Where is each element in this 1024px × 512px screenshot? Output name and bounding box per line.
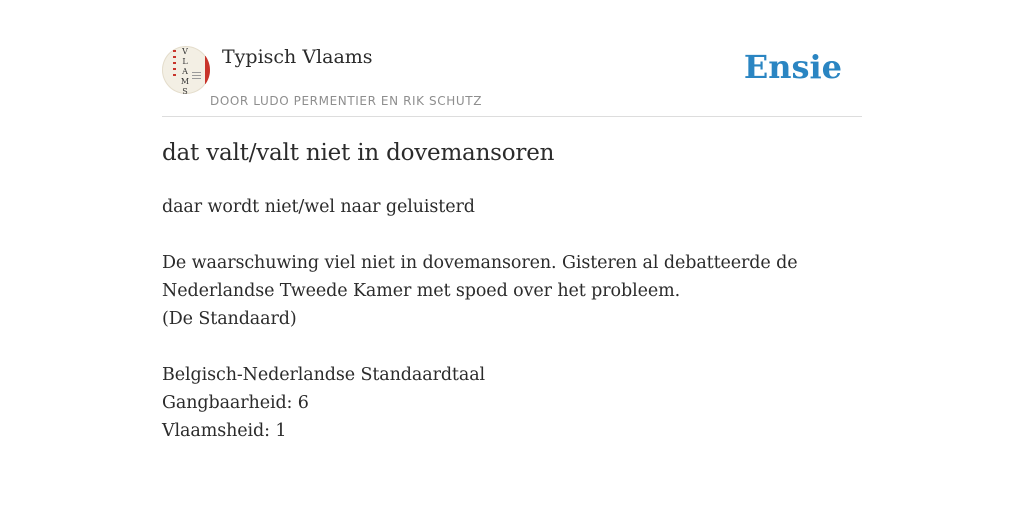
avatar-letter: M — [180, 77, 190, 86]
avatar[interactable] — [162, 46, 210, 94]
entry-gangbaarheid: Gangbaarheid: 6 — [162, 393, 309, 413]
entry-source: (De Standaard) — [162, 309, 297, 329]
header — [162, 0, 862, 117]
entry-definition: daar wordt niet/wel naar geluisterd — [162, 197, 475, 217]
avatar-letters — [179, 47, 191, 94]
site-title[interactable]: Typisch Vlaams — [222, 46, 373, 68]
byline: DOOR LUDO PERMENTIER EN RIK SCHUTZ — [210, 94, 483, 108]
avatar-letter: V — [182, 47, 188, 56]
avatar-letter: S — [182, 87, 188, 94]
entry-example-line: Nederlandse Tweede Kamer met spoed over het probleem. — [162, 281, 681, 301]
spacer — [162, 333, 862, 361]
avatar-red-lines — [173, 50, 176, 80]
brand-logo[interactable]: Ensie — [743, 48, 842, 86]
page-container — [162, 0, 862, 441]
avatar-small-lines — [192, 72, 201, 80]
avatar-red-band — [205, 56, 210, 84]
entry-example-line: De waarschuwing viel niet in dovemansoren. Gisteren al debatteerde de — [162, 253, 798, 273]
entry-language: Belgisch-Nederlandse Standaardtaal — [162, 365, 486, 385]
entry-vlaamsheid: Vlaamsheid: 1 — [162, 421, 287, 441]
avatar-letter: A — [182, 67, 188, 76]
avatar-letter: L — [182, 57, 188, 66]
spacer — [162, 221, 862, 249]
entry-title: dat valt/valt niet in dovemansoren — [162, 140, 555, 166]
entry-body — [162, 193, 862, 445]
